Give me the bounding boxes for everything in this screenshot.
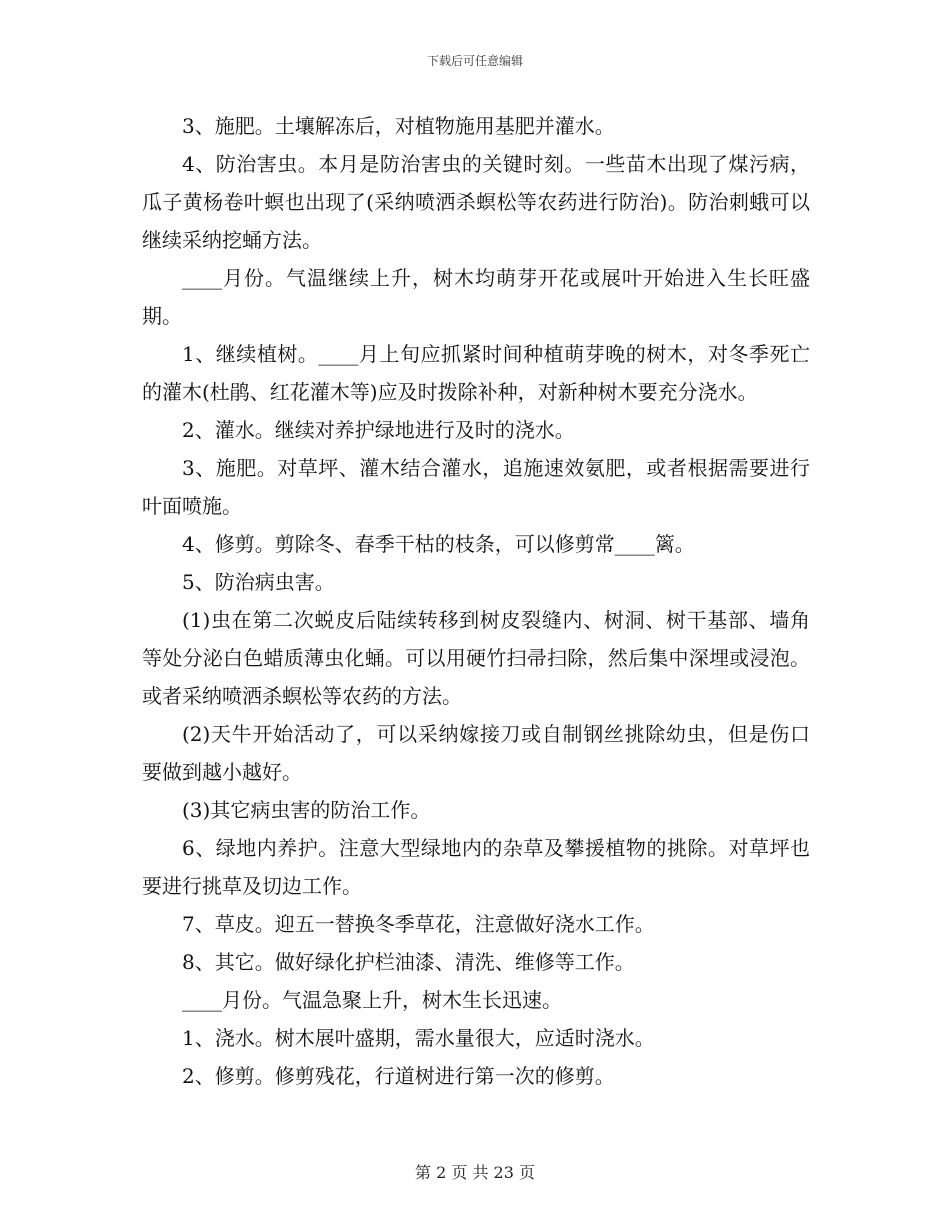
paragraph: 2、灌水。继续对养护绿地进行及时的浇水。	[182, 418, 575, 442]
paragraph: (3)其它病虫害的防治工作。	[182, 798, 431, 822]
paragraph: 5、防治病虫害。	[182, 570, 335, 594]
document-body	[142, 107, 810, 1095]
paragraph: 6、绿地内养护。注意大型绿地内的杂草及攀援植物的挑除。对草坪也要进行挑草及切边工作。	[142, 836, 810, 898]
paragraph: 4、防治害虫。本月是防治害虫的关键时刻。一些苗木出现了煤污病，瓜子黄杨卷叶螟也出现了(采纳喷洒杀螟松等农药进行防治)。防治刺蛾可以继续采纳挖蛹方法。	[142, 152, 810, 252]
paragraph: 1、继续植树。____月上旬应抓紧时间种植萌芽晚的树木，对冬季死亡的灌木(杜鹃、红花灌木等)应及时拨除补种，对新种树木要充分浇水。	[142, 342, 810, 404]
page-header: 下载后可任意编辑	[426, 54, 523, 68]
paragraph: ____月份。气温急聚上升，树木生长迅速。	[182, 988, 562, 1012]
paragraph: 3、施肥。对草坪、灌木结合灌水，追施速效氨肥，或者根据需要进行叶面喷施。	[142, 456, 810, 518]
paragraph: ____月份。气温继续上升，树木均萌芽开花或展叶开始进入生长旺盛期。	[142, 266, 810, 328]
paragraph: 4、修剪。剪除冬、春季干枯的枝条，可以修剪常____篱。	[182, 532, 695, 556]
paragraph: 8、其它。做好绿化护栏油漆、清洗、维修等工作。	[182, 950, 635, 974]
page-number: 第 2 页 共 23 页	[415, 1163, 535, 1182]
paragraph: 1、浇水。树木展叶盛期，需水量很大，应适时浇水。	[182, 1026, 655, 1050]
paragraph: 7、草皮。迎五一替换冬季草花，注意做好浇水工作。	[182, 912, 655, 936]
paragraph: 2、修剪。修剪残花，行道树进行第一次的修剪。	[182, 1064, 615, 1088]
paragraph: 3、施肥。土壤解冻后，对植物施用基肥并灌水。	[182, 114, 615, 138]
paragraph: (2)天牛开始活动了，可以采纳嫁接刀或自制钢丝挑除幼虫，但是伤口要做到越小越好。	[142, 722, 810, 784]
paragraph: (1)虫在第二次蜕皮后陆续转移到树皮裂缝内、树洞、树干基部、墙角等处分泌白色蜡质薄虫化蛹。可以用硬竹扫帚扫除，然后集中深埋或浸泡。或者采纳喷洒杀螟松等农药的方法。	[142, 608, 810, 708]
